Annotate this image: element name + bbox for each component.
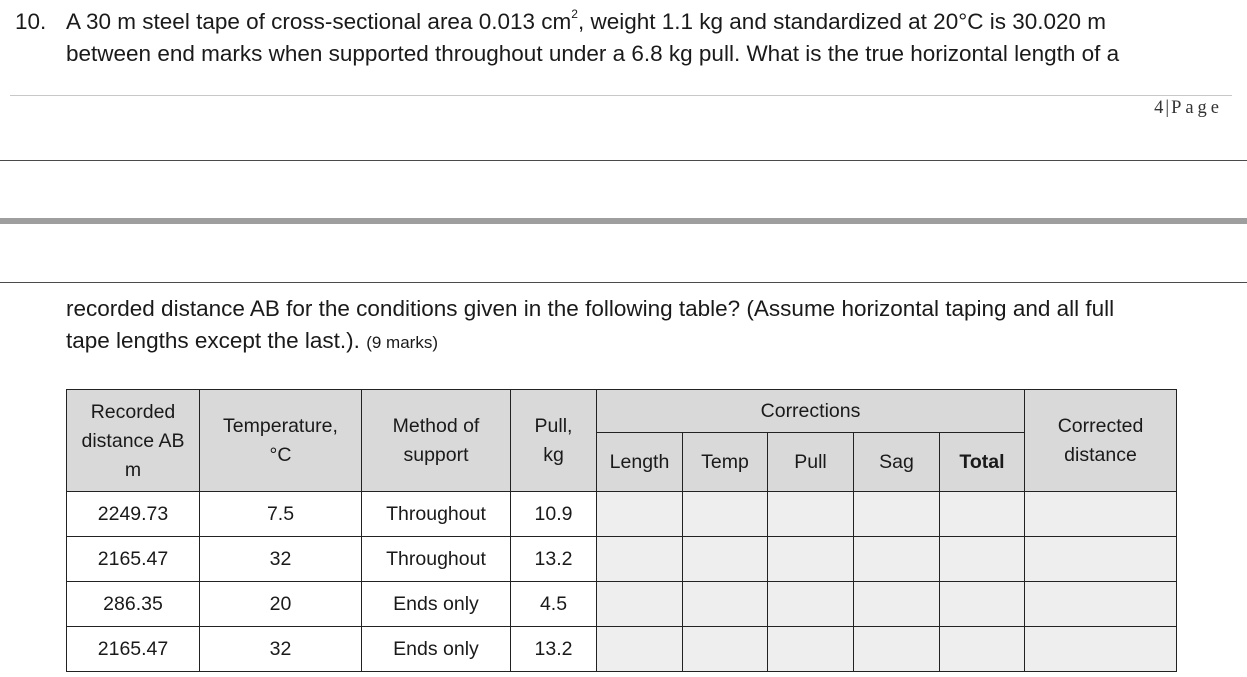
question-text-1a: A 30 m steel tape of cross-sectional area 0.013 cm (66, 9, 572, 34)
table-row (67, 537, 1177, 582)
cell-sag-correction (854, 582, 940, 627)
cell-temp-correction (683, 492, 768, 537)
cell-pull-correction (768, 492, 854, 537)
footer-rule (10, 95, 1232, 96)
cell-corrected-distance (1025, 492, 1177, 537)
cell-total-correction (940, 537, 1025, 582)
cell-length-correction (597, 627, 683, 672)
cell-temp-correction (683, 627, 768, 672)
question-number: 10. (15, 9, 47, 34)
cell-distance: 286.35 (67, 582, 200, 627)
cell-support: Ends only (362, 627, 511, 672)
header-temperature: Temperature, °C (200, 390, 362, 492)
page-break-bar (0, 218, 1247, 224)
marks-label: (9 marks) (366, 333, 438, 352)
header-length: Length (597, 433, 683, 492)
superscript-2: 2 (571, 7, 578, 21)
cell-pull-correction (768, 627, 854, 672)
cell-distance: 2165.47 (67, 627, 200, 672)
header-pull: Pull, kg (511, 390, 597, 492)
cell-temperature: 32 (200, 627, 362, 672)
page-number: 4 | P age (1154, 98, 1223, 118)
table-row (67, 492, 1177, 537)
question-line-4: tape lengths except the last.). (9 marks) (66, 328, 438, 353)
cell-distance: 2165.47 (67, 537, 200, 582)
cell-length-correction (597, 537, 683, 582)
cell-length-correction (597, 492, 683, 537)
question-line-3: recorded distance AB for the conditions given in the following table? (Assume horizontal taping and all full (66, 296, 1115, 321)
cell-corrected-distance (1025, 582, 1177, 627)
header-total: Total (940, 433, 1025, 492)
header-temp: Temp (683, 433, 768, 492)
cell-total-correction (940, 492, 1025, 537)
question-line-1 (15, 7, 1106, 37)
header-corrections: Corrections (597, 390, 1025, 433)
cell-corrected-distance (1025, 537, 1177, 582)
cell-temperature: 20 (200, 582, 362, 627)
cell-sag-correction (854, 537, 940, 582)
cell-temperature: 32 (200, 537, 362, 582)
question-line-2: between end marks when supported throughout under a 6.8 kg pull. What is the true horizontal length of a (66, 41, 1120, 66)
cell-support: Throughout (362, 537, 511, 582)
cell-corrected-distance (1025, 627, 1177, 672)
cell-pull: 13.2 (511, 627, 597, 672)
cell-support: Ends only (362, 582, 511, 627)
cell-pull-correction (768, 582, 854, 627)
cell-pull: 4.5 (511, 582, 597, 627)
cell-pull: 10.9 (511, 492, 597, 537)
table-row (67, 582, 1177, 627)
header-method-of-support: Method of support (362, 390, 511, 492)
page-break-line-bottom (0, 282, 1247, 283)
cell-temp-correction (683, 537, 768, 582)
cell-temp-correction (683, 582, 768, 627)
taping-table (66, 389, 1177, 672)
cell-total-correction (940, 627, 1025, 672)
header-sag: Sag (854, 433, 940, 492)
cell-sag-correction (854, 492, 940, 537)
cell-length-correction (597, 582, 683, 627)
header-corrected-distance: Corrected distance (1025, 390, 1177, 492)
question-text-1b: , weight 1.1 kg and standardized at 20°C is 30.020 m (577, 9, 1107, 34)
header-pull-correction: Pull (768, 433, 854, 492)
header-recorded-distance: Recorded distance AB m (67, 390, 200, 492)
cell-support: Throughout (362, 492, 511, 537)
cell-total-correction (940, 582, 1025, 627)
cell-pull-correction (768, 537, 854, 582)
cell-pull: 13.2 (511, 537, 597, 582)
cell-temperature: 7.5 (200, 492, 362, 537)
page-break-line-top (0, 160, 1247, 161)
cell-sag-correction (854, 627, 940, 672)
table-row (67, 627, 1177, 672)
cell-distance: 2249.73 (67, 492, 200, 537)
